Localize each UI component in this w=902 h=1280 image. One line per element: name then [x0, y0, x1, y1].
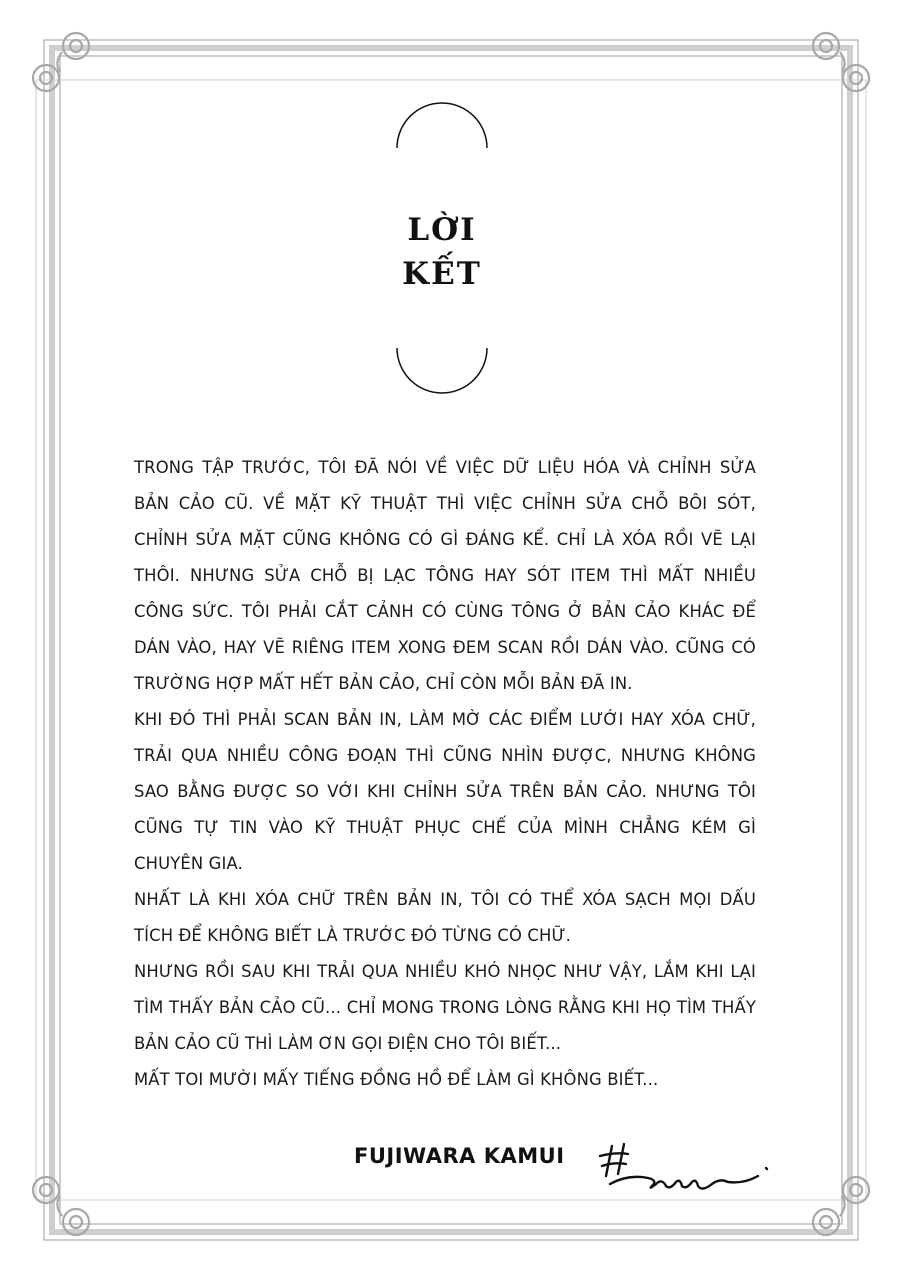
- paragraph: NHẤT LÀ KHI XÓA CHỮ TRÊN BẢN IN, TÔI CÓ THỂ XÓA SẠCH MỌI DẤU TÍCH ĐỂ KHÔNG BIẾT LÀ TRƯỚC ĐÓ TỪNG CÓ CHỮ.: [134, 890, 756, 945]
- title-capsule-outline: [396, 100, 488, 396]
- paragraph: NHƯNG RỒI SAU KHI TRẢI QUA NHIỀU KHÓ NHỌC NHƯ VẬY, LẮM KHI LẠI TÌM THẤY BẢN CẢO CŨ... CHỈ MONG TRONG LÒNG RẰNG KHI HỌ TÌM THẤY BẢN CẢO CŨ THÌ LÀM ƠN GỌI ĐIỆN CHO TÔI BIẾT...: [134, 962, 756, 1053]
- paragraph: TRONG TẬP TRƯỚC, TÔI ĐÃ NÓI VỀ VIỆC DỮ LIỆU HÓA VÀ CHỈNH SỬA BẢN CẢO CŨ. VỀ MẶT KỸ THUẬT THÌ VIỆC CHỈNH SỬA CHỖ BÔI SÓT, CHỈNH SỬA MẶT CŨNG KHÔNG CÓ GÌ ĐÁNG KỂ. CHỈ LÀ XÓA RỒI VẼ LẠI THÔI. NHƯNG SỬA CHỖ BỊ LẠC TÔNG HAY SÓT ITEM THÌ MẤT NHIỀU CÔNG SỨC. TÔI PHẢI CẮT CẢNH CÓ CÙNG TÔNG Ở BẢN CẢO KHÁC ĐỂ DÁN VÀO, HAY VẼ RIÊNG ITEM XONG ĐEM SCAN RỒI DÁN VÀO. CŨNG CÓ TRƯỜNG HỢP MẤT HẾT BẢN CẢO, CHỈ CÒN MỖI BẢN ĐÃ IN.: [134, 458, 756, 693]
- paragraph: KHI ĐÓ THÌ PHẢI SCAN BẢN IN, LÀM MỜ CÁC ĐIỂM LƯỚI HAY XÓA CHỮ, TRẢI QUA NHIỀU CÔNG ĐOẠN THÌ CŨNG NHÌN ĐƯỢC, NHƯNG KHÔNG SAO BẰNG ĐƯỢC SO VỚI KHI CHỈNH SỬA TRÊN BẢN CẢO. NHƯNG TÔI CŨNG TỰ TIN VÀO KỸ THUẬT PHỤC CHẾ CỦA MÌNH CHẲNG KÉM GÌ CHUYÊN GIA.: [134, 710, 756, 873]
- page-title-line-1: LỜI: [407, 212, 477, 248]
- paragraph: MẤT TOI MƯỜI MẤY TIẾNG ĐỒNG HỒ ĐỂ LÀM GÌ KHÔNG BIẾT...: [134, 1070, 659, 1089]
- page-title-line-2: KẾT: [402, 256, 482, 292]
- afterword-body: [134, 450, 756, 1098]
- title-block: [396, 100, 488, 396]
- author-name: FUJIWARA KAMUI: [354, 1144, 565, 1168]
- author-signature: [598, 1140, 778, 1200]
